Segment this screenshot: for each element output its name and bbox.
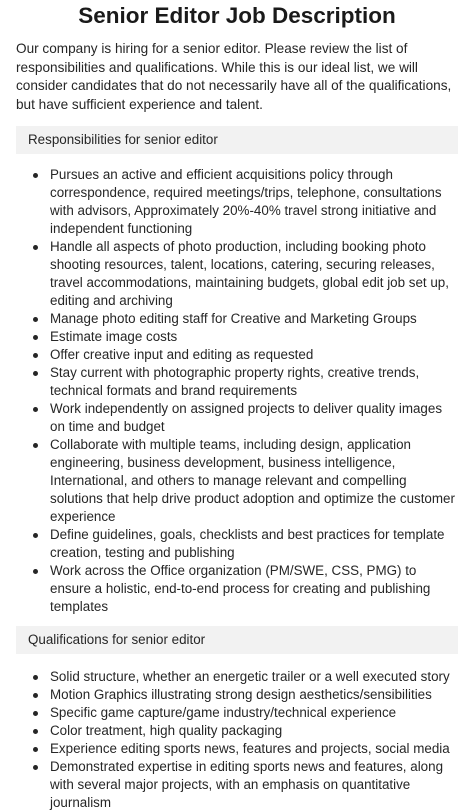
responsibility-item: Handle all aspects of photo production, including booking photo shooting resources, talent, locations, catering, securing releases, travel accommodations, maintaining budgets, global edit job set up, editing and archiving — [42, 238, 458, 310]
responsibilities-list — [16, 166, 458, 616]
responsibility-item: Offer creative input and editing as requested — [42, 346, 458, 364]
responsibility-item: Manage photo editing staff for Creative and Marketing Groups — [42, 310, 458, 328]
qualification-item: Solid structure, whether an energetic trailer or a well executed story — [42, 668, 458, 686]
qualifications-header: Qualifications for senior editor — [16, 626, 458, 654]
responsibility-item: Estimate image costs — [42, 328, 458, 346]
intro-paragraph: Our company is hiring for a senior editor. Please review the list of responsibilities and qualifications. While this is our ideal list, we will consider candidates that do not necessarily have all of the qualifications, but have sufficient experience and talent. — [16, 41, 452, 112]
responsibility-item: Work across the Office organization (PM/SWE, CSS, PMG) to ensure a holistic, end-to-end process for creating and publishing templates — [42, 562, 458, 616]
responsibility-item: Pursues an active and efficient acquisitions policy through correspondence, required meetings/trips, telephone, consultations with advisors, Approximately 20%-40% travel strong initiative and independent functioning — [42, 166, 458, 238]
responsibility-item: Collaborate with multiple teams, including design, application engineering, business development, business intelligence, International, and others to manage relevant and compelling solutions that help drive product adoption and optimize the customer experience — [42, 436, 458, 526]
qualification-item: Color treatment, high quality packaging — [42, 722, 458, 740]
page-title: Senior Editor Job Description — [78, 3, 396, 28]
responsibility-item: Stay current with photographic property rights, creative trends, technical formats and brand requirements — [42, 364, 458, 400]
qualification-item: Experience editing sports news, features and projects, social media — [42, 740, 458, 758]
responsibility-item: Work independently on assigned projects to deliver quality images on time and budget — [42, 400, 458, 436]
responsibilities-header: Responsibilities for senior editor — [16, 126, 458, 154]
qualification-item: Motion Graphics illustrating strong design aesthetics/sensibilities — [42, 686, 458, 704]
qualification-item: Demonstrated expertise in editing sports news and features, along with several major projects, with an emphasis on quantitative journalism — [42, 758, 458, 812]
qualification-item: Specific game capture/game industry/technical experience — [42, 704, 458, 722]
qualifications-list — [16, 668, 458, 812]
responsibility-item: Define guidelines, goals, checklists and best practices for template creation, testing and publishing — [42, 526, 458, 562]
